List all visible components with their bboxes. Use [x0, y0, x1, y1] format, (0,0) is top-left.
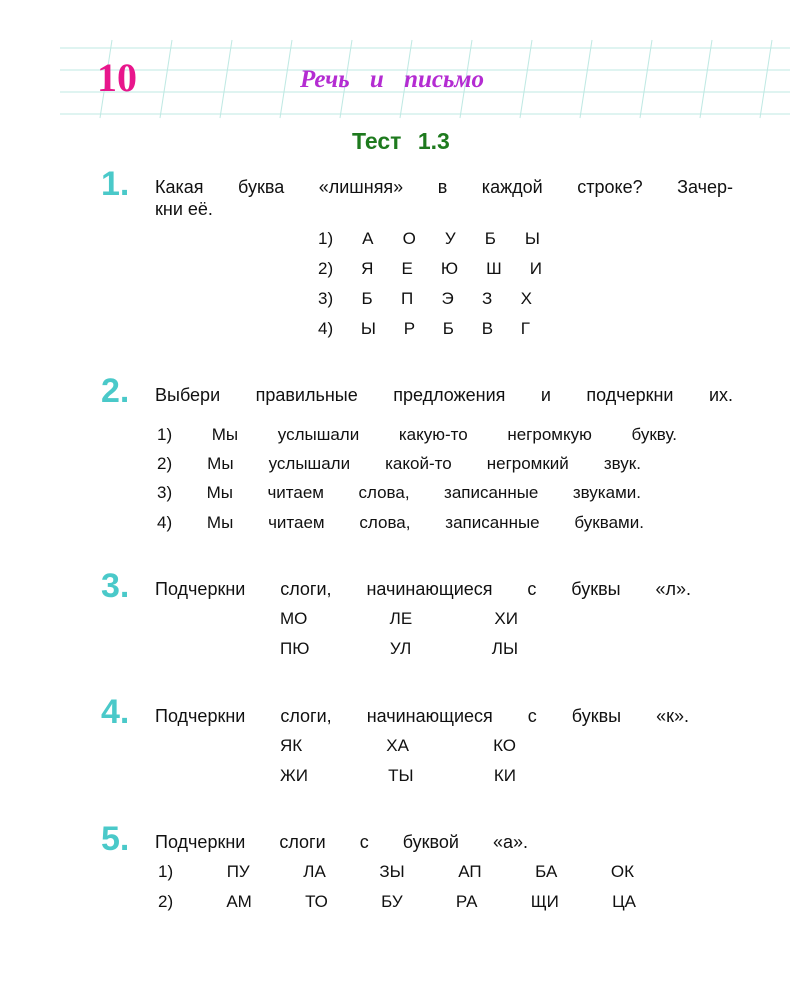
question-text: Какая буква «лишняя» в каждой строке? Зачер-	[155, 177, 733, 197]
word[interactable]: услышали	[268, 454, 351, 473]
row-label: 1)	[157, 425, 173, 444]
word[interactable]: записанные	[444, 483, 539, 502]
letter[interactable]: Ы	[524, 229, 540, 248]
question-number: 2.	[101, 372, 130, 410]
letter[interactable]: П	[400, 289, 414, 308]
syllable[interactable]: ЛЫ	[491, 639, 518, 658]
syllable[interactable]: БА	[535, 862, 558, 881]
word[interactable]: негромкую	[507, 425, 592, 444]
word[interactable]: какую-то	[398, 425, 468, 444]
syllable-row	[280, 735, 516, 757]
letter[interactable]: У	[444, 229, 456, 248]
word[interactable]: слова,	[358, 483, 410, 502]
word[interactable]: звук.	[603, 454, 641, 473]
letter-row	[318, 228, 540, 250]
syllable-row	[158, 861, 634, 883]
syllable[interactable]: КИ	[493, 766, 516, 785]
letter[interactable]: Б	[484, 229, 496, 248]
syllable[interactable]: УЛ	[389, 639, 412, 658]
row-label: 3)	[318, 289, 334, 308]
syllable[interactable]: ОК	[610, 862, 634, 881]
word[interactable]: Мы	[206, 483, 233, 502]
word[interactable]: буквами.	[574, 513, 644, 532]
word[interactable]: Мы	[207, 454, 234, 473]
sentence-row	[157, 482, 641, 504]
word[interactable]: букву.	[631, 425, 677, 444]
letter[interactable]: Ю	[440, 259, 459, 278]
syllable[interactable]: ПЮ	[280, 639, 310, 658]
syllable[interactable]: БУ	[381, 892, 403, 911]
question-number: 5.	[101, 820, 130, 858]
row-label: 1)	[318, 229, 334, 248]
letter[interactable]: О	[402, 229, 416, 248]
letter-row	[318, 258, 542, 280]
letter[interactable]: А	[362, 229, 374, 248]
letter-row	[318, 318, 530, 340]
letter[interactable]: В	[481, 319, 494, 338]
sentence-row	[157, 453, 641, 475]
letter[interactable]: Е	[401, 259, 413, 278]
sentence-row	[157, 424, 677, 446]
syllable[interactable]: ЗЫ	[379, 862, 405, 881]
question-number: 3.	[101, 567, 130, 605]
letter[interactable]: Ы	[360, 319, 376, 338]
row-label: 2)	[157, 454, 173, 473]
syllable[interactable]: АП	[458, 862, 482, 881]
row-label: 1)	[158, 862, 174, 881]
syllable-row	[280, 638, 518, 660]
row-label: 2)	[158, 892, 174, 911]
syllable[interactable]: ЖИ	[280, 766, 308, 785]
chapter-title: Речь и письмо	[300, 66, 485, 93]
word[interactable]: Мы	[206, 513, 234, 532]
word[interactable]: услышали	[277, 425, 360, 444]
letter[interactable]: Я	[361, 259, 374, 278]
question-text: Подчеркни слоги с буквой «а».	[155, 832, 528, 852]
letter[interactable]: З	[482, 289, 493, 308]
test-title: Тест 1.3	[352, 128, 450, 154]
syllable[interactable]: ТЫ	[388, 766, 414, 785]
word[interactable]: читаем	[267, 483, 324, 502]
syllable[interactable]: РА	[455, 892, 478, 911]
question-text: Выбери правильные предложения и подчеркни их.	[155, 385, 733, 405]
letter[interactable]: Х	[520, 289, 532, 308]
letter[interactable]: Г	[520, 319, 530, 338]
syllable[interactable]: ЩИ	[530, 892, 559, 911]
row-label: 4)	[157, 513, 173, 532]
syllable[interactable]: МО	[280, 609, 308, 628]
syllable[interactable]: ТО	[305, 892, 328, 911]
letter[interactable]: Э	[441, 289, 454, 308]
syllable[interactable]: ПУ	[226, 862, 250, 881]
question-number: 4.	[101, 693, 130, 731]
syllable[interactable]: ХИ	[494, 609, 518, 628]
letter[interactable]: Ш	[486, 259, 502, 278]
row-label: 2)	[318, 259, 334, 278]
letter[interactable]: Р	[403, 319, 416, 338]
word[interactable]: негромкий	[486, 454, 569, 473]
word[interactable]: читаем	[268, 513, 325, 532]
letter[interactable]: Б	[442, 319, 454, 338]
word[interactable]: слова,	[359, 513, 411, 532]
page-number: 10	[97, 55, 137, 100]
letter[interactable]: И	[529, 259, 542, 278]
word[interactable]: какой-то	[385, 454, 452, 473]
syllable[interactable]: ЛЕ	[389, 609, 413, 628]
syllable[interactable]: ЯК	[280, 736, 303, 755]
word[interactable]: записанные	[445, 513, 540, 532]
word[interactable]: Мы	[211, 425, 239, 444]
row-label: 3)	[157, 483, 173, 502]
word[interactable]: звуками.	[572, 483, 641, 502]
question-text-continued: кни её.	[155, 199, 213, 219]
syllable[interactable]: АМ	[226, 892, 252, 911]
syllable-row	[280, 608, 518, 630]
syllable[interactable]: ЛА	[303, 862, 326, 881]
sentence-row	[157, 512, 644, 534]
question-number: 1.	[101, 165, 130, 203]
syllable-row	[158, 891, 636, 913]
question-text: Подчеркни слоги, начинающиеся с буквы «л».	[155, 579, 691, 599]
syllable[interactable]: ХА	[386, 736, 409, 755]
row-label: 4)	[318, 319, 334, 338]
syllable-row	[280, 765, 516, 787]
question-text: Подчеркни слоги, начинающиеся с буквы «к».	[155, 706, 689, 726]
syllable[interactable]: КО	[493, 736, 516, 755]
letter[interactable]: Б	[361, 289, 373, 308]
syllable[interactable]: ЦА	[612, 892, 636, 911]
letter-row	[318, 288, 532, 310]
